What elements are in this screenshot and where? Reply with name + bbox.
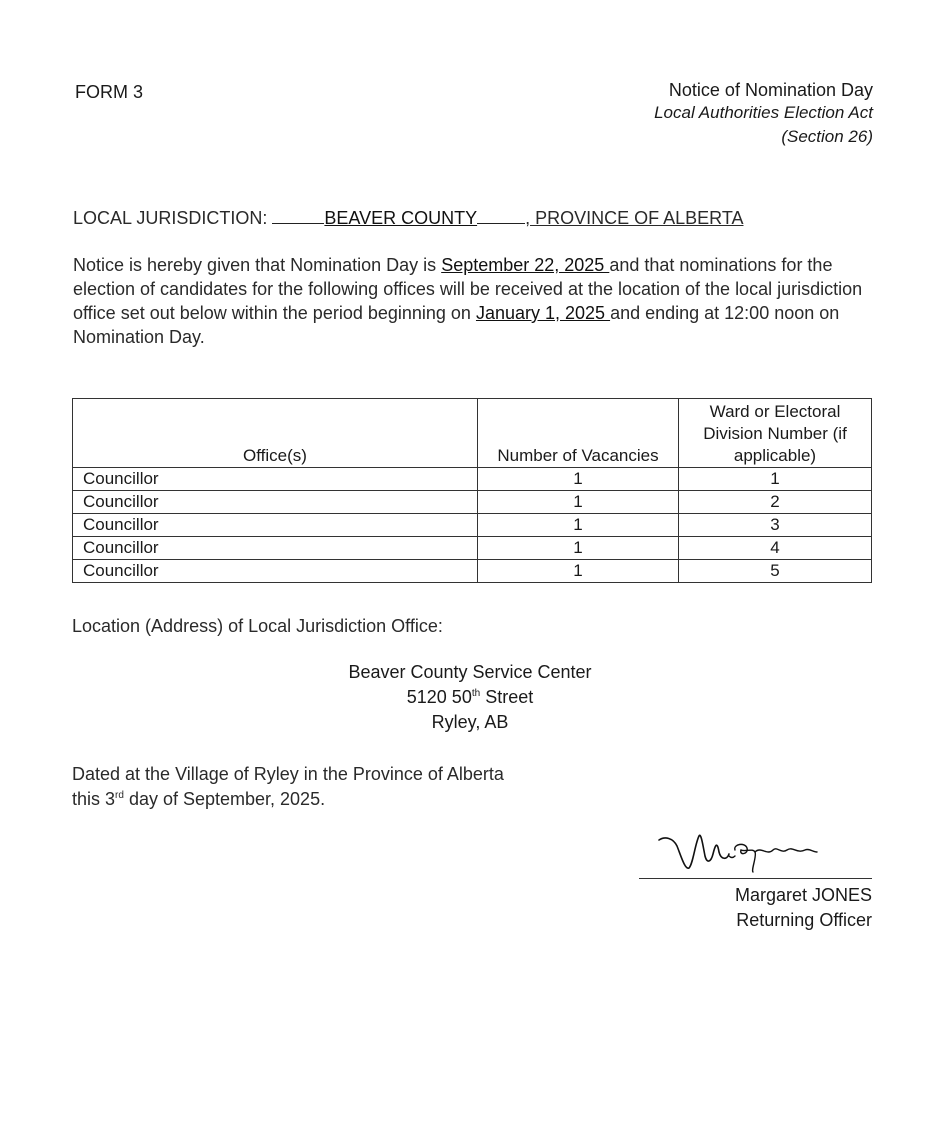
- officer-name: Margaret JONES: [734, 885, 872, 905]
- start-date: January 1, 2025: [475, 303, 611, 323]
- cell-ward: 4: [679, 537, 872, 560]
- table-row: [73, 560, 872, 583]
- cell-office: Councillor: [73, 537, 478, 560]
- jurisdiction-blank-left: [272, 203, 324, 224]
- street-number: 5120 50: [406, 687, 472, 707]
- table-row: [73, 514, 872, 537]
- notice-paragraph: [73, 253, 873, 349]
- dated-line2: [72, 787, 504, 812]
- signature-image: [655, 826, 825, 878]
- officer-block: [735, 883, 872, 933]
- office-city: Ryley, AB: [431, 712, 509, 732]
- dated-line1: Dated at the Village of Ryley in the Province of Alberta: [72, 764, 504, 784]
- jurisdiction-blank-right: [477, 203, 525, 224]
- act-section: (Section 26): [781, 127, 873, 146]
- table-row: [73, 491, 872, 514]
- notice-part2: and that nominations for the election of candidates for the following offices will be received at the location of the local jurisdiction office set out below within the period beginning on: [73, 255, 863, 323]
- cell-ward: 3: [679, 514, 872, 537]
- jurisdiction-line: [73, 203, 743, 230]
- table-header-row: [73, 399, 872, 468]
- act-name: Local Authorities Election Act: [654, 103, 873, 122]
- form-label: FORM 3: [75, 82, 144, 102]
- office-name: Beaver County Service Center: [348, 662, 592, 682]
- notice-part1: Notice is hereby given that Nomination Day is: [73, 255, 442, 275]
- dated-ordinal: rd: [115, 790, 124, 801]
- dated-suffix: day of September, 2025.: [123, 789, 326, 809]
- offices-table: [72, 398, 872, 583]
- nomination-date: September 22, 2025: [441, 255, 610, 275]
- street-name: Street: [480, 687, 534, 707]
- jurisdiction-label: LOCAL JURISDICTION:: [73, 208, 268, 228]
- header-ward: Ward or Electoral Division Number (if applicable): [679, 399, 872, 468]
- location-label: Location (Address) of Local Jurisdiction Office:: [72, 616, 443, 636]
- cell-vacancies: 1: [478, 560, 679, 583]
- header-block: [654, 80, 873, 149]
- cell-vacancies: 1: [478, 491, 679, 514]
- cell-ward: 1: [679, 468, 872, 491]
- dated-statement: [72, 762, 504, 812]
- cell-office: Councillor: [73, 491, 478, 514]
- jurisdiction-province: , PROVINCE OF ALBERTA: [525, 208, 744, 228]
- header-office: Office(s): [73, 399, 478, 468]
- notice-title: Notice of Nomination Day: [668, 80, 873, 100]
- cell-ward: 5: [679, 560, 872, 583]
- cell-vacancies: 1: [478, 468, 679, 491]
- cell-ward: 2: [679, 491, 872, 514]
- office-address: [0, 660, 940, 735]
- street-suffix: th: [471, 688, 481, 699]
- notice-part3: and ending at 12:00 noon on Nomination Day.: [73, 303, 840, 347]
- header-vacancies: Number of Vacancies: [478, 399, 679, 468]
- cell-office: Councillor: [73, 514, 478, 537]
- dated-prefix: this 3: [72, 789, 116, 809]
- cell-vacancies: 1: [478, 514, 679, 537]
- signature-line: [639, 878, 872, 879]
- cell-office: Councillor: [73, 468, 478, 491]
- jurisdiction-name: BEAVER COUNTY: [324, 208, 478, 228]
- office-street: [0, 685, 940, 710]
- officer-title: Returning Officer: [736, 910, 872, 930]
- table-row: [73, 468, 872, 491]
- table-row: [73, 537, 872, 560]
- cell-vacancies: 1: [478, 537, 679, 560]
- cell-office: Councillor: [73, 560, 478, 583]
